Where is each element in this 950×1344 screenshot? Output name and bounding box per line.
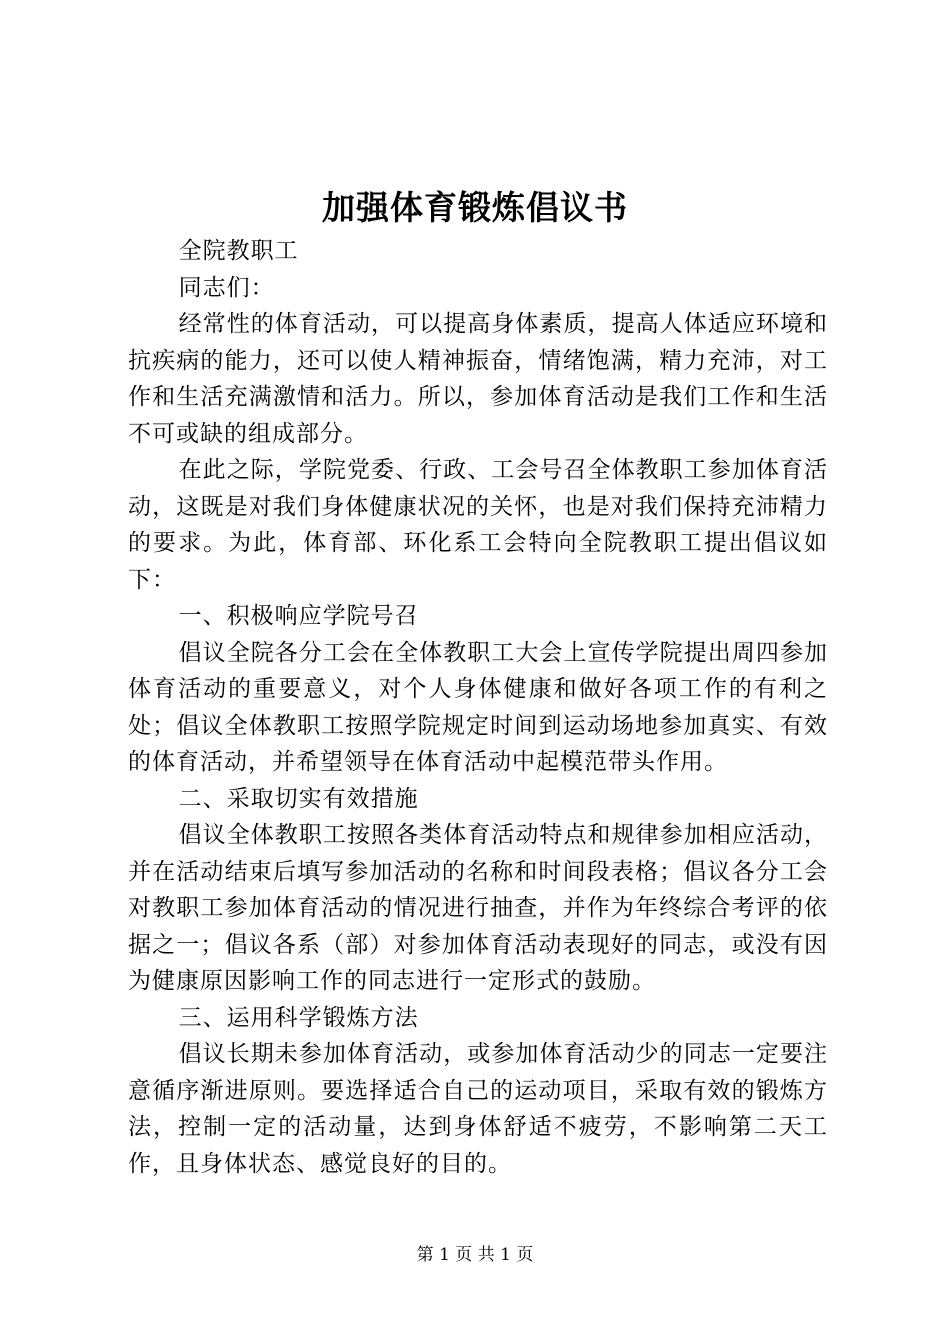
paragraph-context: 在此之际，学院党委、行政、工会号召全体教职工参加体育活动，这既是对我们身体健康状况的关怀，也是对我们保持充沛精力的要求。为此，体育部、环化系工会特向全院教职工提出倡议如下： bbox=[128, 457, 828, 593]
section-heading-2: 二、采取切实有效措施 bbox=[178, 785, 419, 812]
section-heading-3: 三、运用科学锻炼方法 bbox=[178, 1004, 419, 1031]
salutation-recipient: 全院教职工 bbox=[178, 238, 299, 264]
paragraph-intro: 经常性的体育活动，可以提高身体素质，提高人体适应环境和抗疾病的能力，还可以使人精神振奋，情绪饱满，精力充沛，对工作和生活充满激情和活力。所以，参加体育活动是我们工作和生活不可或缺的组成部分。 bbox=[128, 311, 828, 447]
section-heading-1: 一、积极响应学院号召 bbox=[178, 603, 419, 629]
paragraph-section-2: 倡议全体教职工按照各类体育活动特点和规律参加相应活动，并在活动结束后填写参加活动的名称和时间段表格；倡议各分工会对教职工参加体育活动的情况进行抽查，并作为年终综合考评的依据之一；倡议各系（部）对参加体育活动表现好的同志，或没有因为健康原因影响工作的同志进行一定形式的鼓励。 bbox=[128, 822, 828, 994]
salutation-greeting: 同志们： bbox=[178, 274, 275, 301]
paragraph-section-1: 倡议全院各分工会在全体教职工大会上宣传学院提出周四参加体育活动的重要意义，对个人身体健康和做好各项工作的有利之处；倡议全体教职工按照学院规定时间到运动场地参加真实、有效的体育活动，并希望领导在体育活动中起模范带头作用。 bbox=[128, 639, 828, 775]
paragraph-section-3: 倡议长期未参加体育活动，或参加体育活动少的同志一定要注意循序渐进原则。要选择适合自己的运动项目，采取有效的锻炼方法，控制一定的活动量，达到身体舒适不疲劳，不影响第二天工作，且身体状态、感觉良好的目的。 bbox=[128, 1041, 828, 1177]
document-title: 加强体育锻炼倡议书 bbox=[322, 188, 628, 227]
page-footer: 第 1 页 共 1 页 bbox=[416, 1245, 534, 1265]
document-body bbox=[128, 233, 828, 1182]
